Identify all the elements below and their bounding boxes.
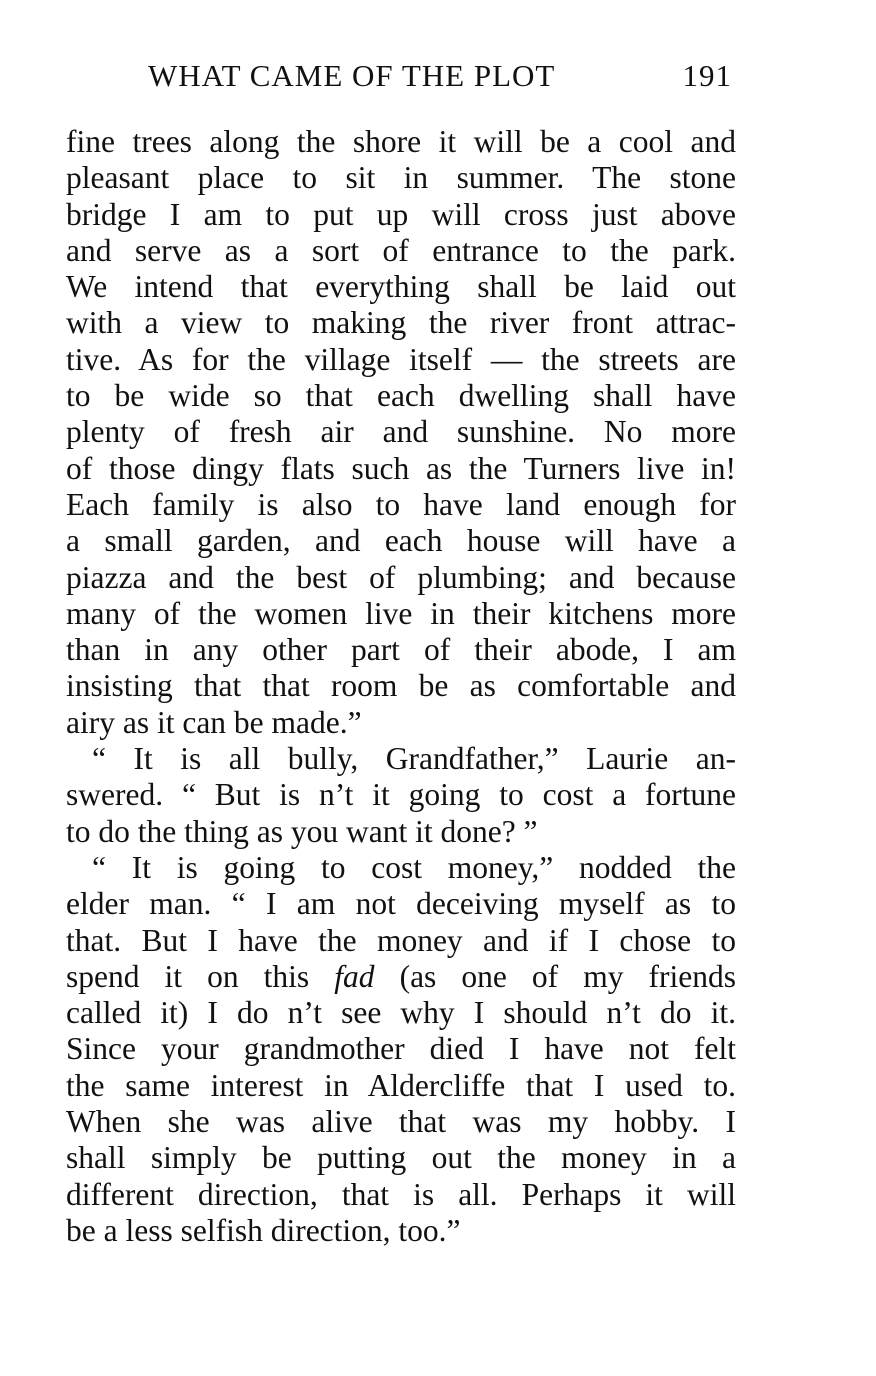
text-line: elder man. “ I am not deceiving myself as to <box>66 886 736 922</box>
text-line: plenty of fresh air and sunshine. No more <box>66 414 736 450</box>
text-line: Each family is also to have land enough for <box>66 486 736 522</box>
text-segment: spend it on this <box>66 958 335 994</box>
running-head <box>148 58 738 102</box>
text-line: When she was alive that was my hobby. I <box>66 1104 736 1140</box>
text-line: many of the women live in their kitchens more <box>66 595 736 631</box>
text-line: airy as it can be made.” <box>66 704 362 740</box>
text-line: Since your grandmother died I have not felt <box>66 1031 736 1067</box>
text-line: “ It is all bully, Grandfather,” Laurie an- <box>92 741 736 777</box>
italic-word: fad <box>334 958 375 994</box>
text-line: bridge I am to put up will cross just above <box>66 196 736 232</box>
text-line: of those dingy flats such as the Turners live in! <box>66 450 736 486</box>
text-segment: (as one of my friends <box>374 958 736 994</box>
text-line: called it) I do n’t see why I should n’t do it. <box>66 995 736 1031</box>
text-line-with-italic <box>66 959 736 995</box>
text-line: insisting that that room be as comfortable and <box>66 668 736 704</box>
text-line: with a view to making the river front attrac- <box>66 305 736 341</box>
running-title: WHAT CAME OF THE PLOT <box>148 58 556 93</box>
page-number: 191 <box>682 58 732 93</box>
text-line: shall simply be putting out the money in a <box>66 1140 736 1176</box>
text-line: to be wide so that each dwelling shall have <box>66 378 736 414</box>
text-line: fine trees along the shore it will be a cool and <box>66 124 736 159</box>
text-line: to do the thing as you want it done? ” <box>66 813 538 849</box>
text-line: that. But I have the money and if I chose to <box>66 922 736 958</box>
text-line: different direction, that is all. Perhaps it will <box>66 1176 736 1212</box>
text-line: and serve as a sort of entrance to the park. <box>66 232 736 268</box>
body-text <box>66 124 736 1249</box>
text-line: a small garden, and each house will have a <box>66 523 736 559</box>
text-line: the same interest in Aldercliffe that I used to. <box>66 1067 736 1103</box>
text-line: tive. As for the village itself — the streets are <box>66 341 736 377</box>
text-line: “ It is going to cost money,” nodded the <box>92 849 736 885</box>
text-line: We intend that everything shall be laid out <box>66 269 736 305</box>
text-line: than in any other part of their abode, I am <box>66 632 736 668</box>
text-line: be a less selfish direction, too.” <box>66 1212 461 1248</box>
text-line: swered. “ But is n’t it going to cost a fortune <box>66 777 736 813</box>
text-line: piazza and the best of plumbing; and because <box>66 559 736 595</box>
text-line: pleasant place to sit in summer. The stone <box>66 160 736 196</box>
